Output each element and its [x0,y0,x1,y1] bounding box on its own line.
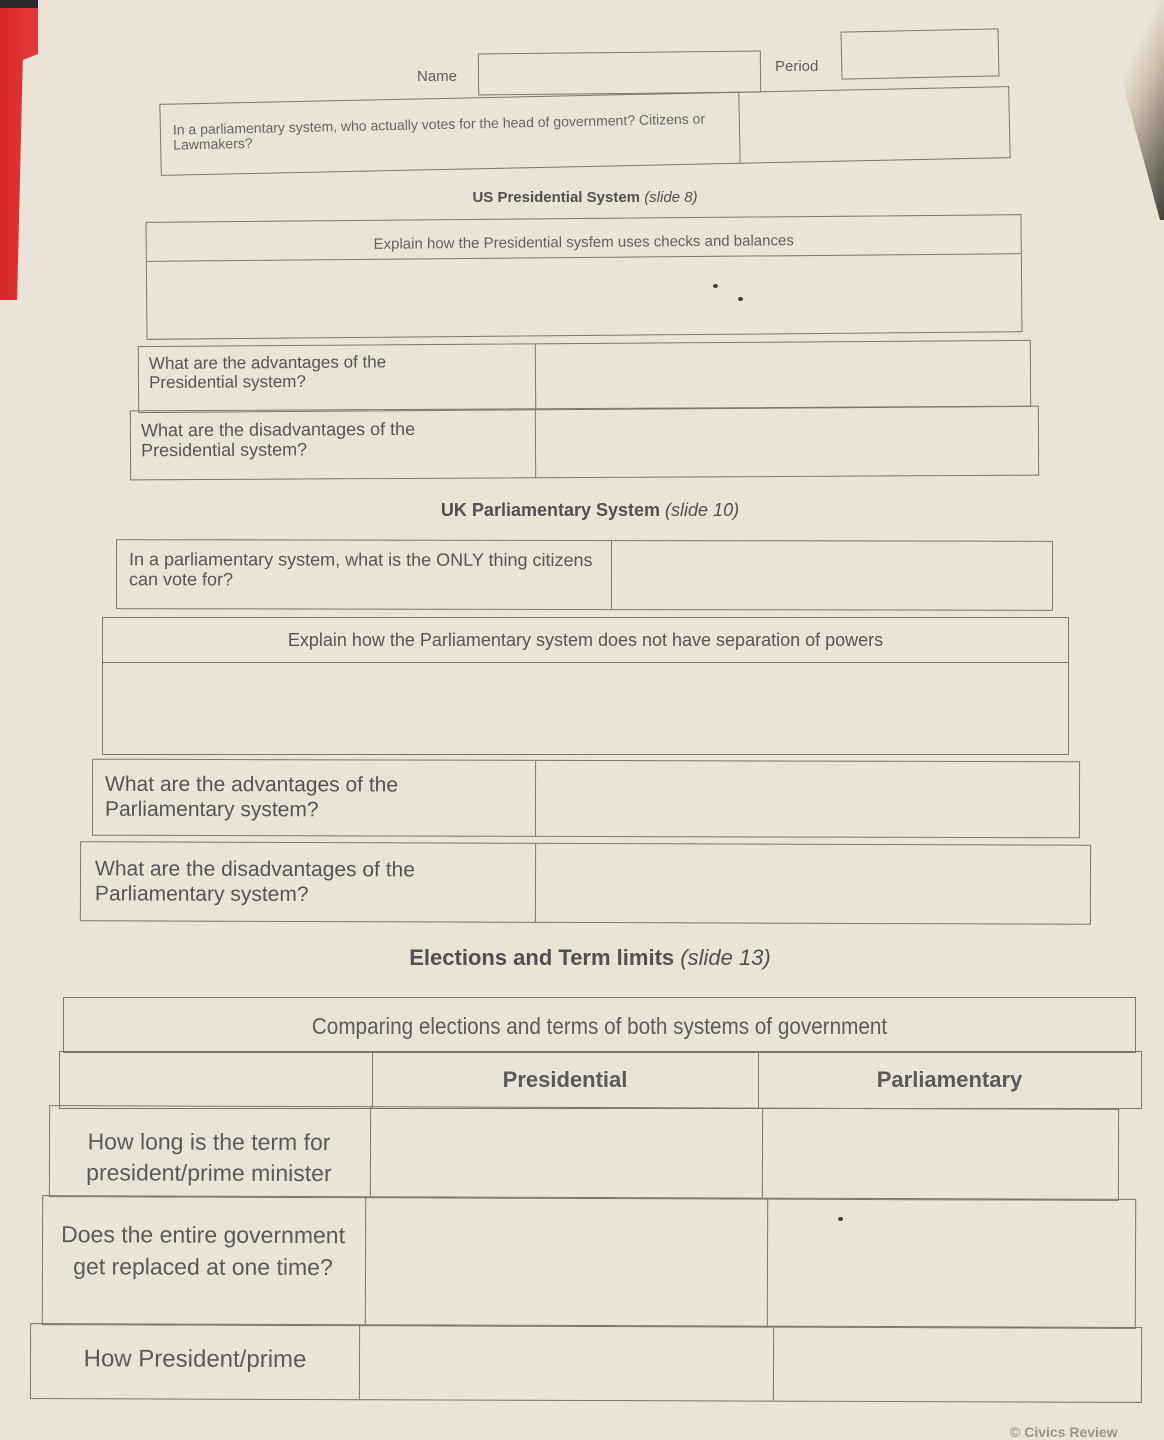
uk-vote-box [116,539,1053,611]
us-disadvantages-box [130,406,1039,481]
row-label-how-elected: How President/prime [83,1345,307,1374]
us-advantages-box [138,340,1031,413]
divider [611,541,612,609]
pen-mark [738,297,743,301]
checks-balances-prompt: Explain how the Presidential sysfem uses checks and balances [373,232,794,253]
table-row [42,1195,1136,1329]
table-row [49,1105,1119,1201]
uk-advantages-box [92,759,1080,839]
uk-advantages-question: What are the advantages of the Parliamentary system? [104,772,399,822]
cell-parliamentary-how-elected[interactable] [775,1327,1141,1402]
cell-presidential-how-elected[interactable] [361,1325,773,1400]
pen-mark [713,284,718,288]
checks-balances-answer-field[interactable] [147,255,1022,339]
cell-presidential-entire-government[interactable] [367,1197,765,1326]
footer-credit: © Civics Review [1010,1424,1118,1440]
separation-of-powers-answer-field[interactable] [103,664,1068,754]
table-header-row [59,1051,1142,1109]
separation-of-powers-prompt: Explain how the Parliamentary system does not have separation of powers [287,630,884,650]
header-cell-blank [60,1052,372,1108]
period-field[interactable] [841,28,1000,79]
row-label-entire-government: Does the entire government get replaced at one time? [61,1221,346,1281]
uk-disadvantages-question: What are the disadvantages of the Parliamentary system? [94,857,415,907]
header-cell-presidential: Presidential [502,1067,628,1092]
intro-answer-field[interactable] [740,87,1009,163]
cell-parliamentary-entire-government[interactable] [769,1199,1135,1328]
us-section-title: US Presidential System [472,189,641,206]
divider [103,662,1068,663]
header-cell-parliamentary: Parliamentary [876,1067,1023,1092]
name-label: Name [417,68,458,85]
us-section-slide: (slide 8) [644,189,698,206]
uk-disadvantages-box [80,841,1091,925]
period-label: Period [775,58,819,75]
uk-section-slide: (slide 10) [665,500,740,520]
elections-section-heading [340,945,840,971]
name-field[interactable] [478,51,761,96]
separation-of-powers-box [102,617,1069,755]
cell-presidential-term-length[interactable] [372,1107,762,1198]
uk-disadvantages-answer-field[interactable] [537,844,1090,924]
uk-section-heading [380,500,800,521]
us-disadvantages-question: What are the disadvantages of the Presidential system? [140,418,416,461]
table-caption: Comparing elections and terms of both systems of government [311,1013,888,1039]
uk-section-title: UK Parliamentary System [440,500,661,520]
uk-vote-question: In a parliamentary system, what is the ONLY thing citizens can vote for? [128,549,593,590]
us-section-heading [400,189,770,206]
checks-balances-box [146,214,1023,340]
table-row [30,1323,1142,1403]
cell-parliamentary-term-length[interactable] [764,1109,1118,1200]
us-advantages-question: What are the advantages of the Presidential system? [148,352,387,392]
pen-mark [838,1217,843,1221]
row-label-term-length: How long is the term for president/prime minister [86,1128,332,1187]
us-advantages-answer-field[interactable] [537,341,1030,409]
divider [535,761,536,836]
table-caption-cell [63,997,1136,1053]
elections-section-title: Elections and Term limits [409,945,675,970]
uk-vote-answer-field[interactable] [613,541,1052,610]
intro-question: In a parliamentary system, who actually votes for the head of government? Citizens or Lawmakers? [172,110,706,154]
uk-advantages-answer-field[interactable] [537,761,1079,837]
elections-section-slide: (slide 13) [680,945,771,970]
intro-question-box [159,86,1010,176]
elections-comparison-table [30,997,1142,1401]
us-disadvantages-answer-field[interactable] [537,407,1038,478]
